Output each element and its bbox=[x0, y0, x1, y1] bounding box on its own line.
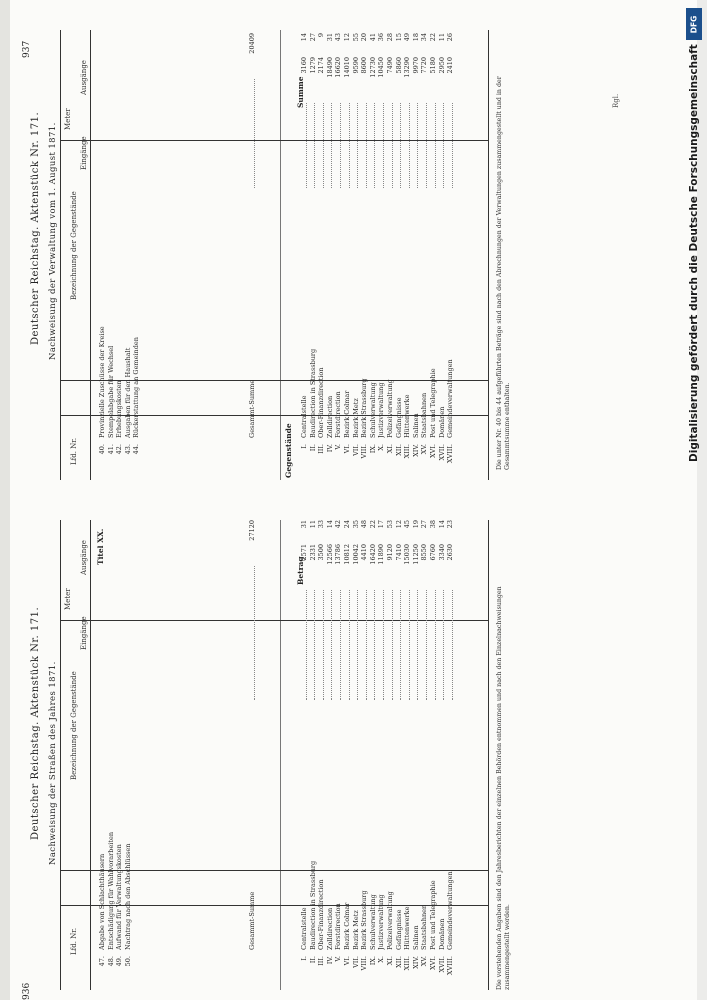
right-summary-value: 20409 bbox=[248, 33, 256, 54]
dfg-logo: DFG bbox=[686, 8, 702, 40]
left-col-header-description: Bezeichnung der Gegenstände bbox=[70, 671, 78, 780]
table-row: V. Forstdirection 13786 42 bbox=[334, 520, 343, 962]
table-row: XVII. Domänen 3340 14 bbox=[437, 520, 446, 973]
table-row: VIII. Bezirk Strassburg 4410 48 bbox=[360, 520, 369, 971]
table-row: XVIII. Gemeindeverwaltungen 2630 23 bbox=[446, 520, 455, 976]
table-row: XIII. Hüttenwerke 15030 45 bbox=[403, 520, 412, 971]
right-col-header-in: Eingänge bbox=[80, 136, 88, 170]
table-row: VII. Bezirk Metz 10042 35 bbox=[351, 520, 360, 968]
table-row: II. Baudirection in Strassburg 1279 27 bbox=[308, 33, 317, 452]
table-row: XV. Staatsbahnen 8550 27 bbox=[420, 520, 429, 967]
section-row: 48. Entschädigung für Wahlvorarbeiten bbox=[106, 831, 115, 967]
left-col-header-in: Eingänge bbox=[80, 616, 88, 650]
table-row: X. Justizverwaltung 11890 17 bbox=[377, 520, 386, 963]
right-page-summe-tag: Summe bbox=[296, 76, 305, 108]
right-summary-label: Gesammt-Summe bbox=[248, 379, 256, 438]
left-page-title-tag: Titel XX. bbox=[96, 528, 105, 565]
right-page-top-rule bbox=[60, 30, 61, 480]
right-page-table bbox=[300, 33, 455, 478]
left-page-number: 936 bbox=[22, 982, 32, 1000]
table-row: XII. Gefängnisse 5860 15 bbox=[394, 33, 403, 456]
table-row: IX. Schulverwaltung 12730 41 bbox=[368, 33, 377, 454]
right-page-section-tag: Gegenstände bbox=[284, 423, 293, 478]
left-col-header-meter: Meter bbox=[64, 588, 72, 610]
table-row: VIII. Bezirk Strassburg 8600 20 bbox=[360, 33, 369, 459]
left-page-header: Deutscher Reichstag. Aktenstück Nr. 171. bbox=[30, 606, 41, 840]
left-summary-value: 27120 bbox=[248, 520, 256, 541]
right-page-bottom-rule bbox=[488, 30, 489, 480]
left-page-sections bbox=[98, 520, 132, 990]
table-row: XV. Staatsbahnen 7720 34 bbox=[420, 33, 429, 455]
table-row: XVI. Post und Telegraphie 5180 22 bbox=[428, 33, 437, 458]
table-row: I. Centralstelle 2571 31 bbox=[300, 520, 308, 961]
table-row: III. Ober-Finanzdirection 2174 9 bbox=[317, 33, 326, 454]
table-row: IV. Zolldirection 18490 31 bbox=[325, 33, 334, 453]
table-row: XVIII. Gemeindeverwaltungen 2410 26 bbox=[446, 33, 455, 464]
section-row: 49. Aufwand für Verwaltungskosten bbox=[115, 844, 124, 967]
dfg-watermark: Digitalisierung gefördert durch die Deutsche Forschungsgemeinschaft bbox=[688, 44, 700, 462]
right-page-summary bbox=[248, 33, 257, 478]
right-page-mid-rule bbox=[280, 30, 281, 480]
table-row: V. Forstdirection 16620 43 bbox=[334, 33, 343, 450]
table-row: IX. Schulverwaltung 16420 22 bbox=[368, 520, 377, 966]
section-row: 40. Provinzielle Zuschüsse der Kreise bbox=[98, 326, 106, 455]
table-row: XVI. Post und Telegraphie 6760 38 bbox=[428, 520, 437, 970]
left-page-head-rule bbox=[90, 520, 91, 990]
section-row: 41. Stempelabgabe für Wechsel bbox=[106, 345, 115, 455]
section-row: 42. Erhebungskosten bbox=[115, 380, 124, 455]
right-page-header: Deutscher Reichstag. Aktenstück Nr. 171. bbox=[30, 111, 41, 345]
margin-stamp: Rgl. bbox=[612, 93, 620, 108]
left-page-footnote: Die vorstehenden Angaben sind den Jahresberichten der einzelnen Behörden entnommen und nach den Einzelnachweisungen zusammengestellt worden. bbox=[496, 586, 511, 990]
left-page-table bbox=[300, 520, 455, 990]
table-row: VII. Bezirk Metz 9590 55 bbox=[351, 33, 360, 456]
table-row: XVII. Domänen 2950 11 bbox=[437, 33, 446, 461]
scan-edge-left bbox=[0, 0, 10, 1000]
section-row: 43. Ausgaben für den Haushalt bbox=[123, 347, 132, 455]
table-row: XII. Gefängnisse 7410 12 bbox=[394, 520, 403, 968]
right-page-head-rule bbox=[90, 30, 91, 480]
table-row: XIV. Salinen 11250 19 bbox=[411, 520, 420, 969]
table-row: II. Baudirection in Strassburg 2331 11 bbox=[308, 520, 317, 964]
right-col-header-meter: Meter bbox=[64, 108, 72, 130]
left-page-subheader: Nachweisung der Straßen des Jahres 1871. bbox=[48, 661, 58, 865]
left-page-mid-rule bbox=[280, 520, 281, 990]
table-row: XI. Polizeiverwaltung 7490 28 bbox=[385, 33, 394, 454]
right-col-header-description: Bezeichnung der Gegenstände bbox=[70, 191, 78, 300]
left-col-header-out: Ausgänge bbox=[80, 540, 88, 575]
table-row: X. Justizverwaltung 10450 36 bbox=[377, 33, 386, 451]
table-row: VI. Bezirk Colmar 14010 12 bbox=[342, 33, 351, 454]
left-page-summary bbox=[248, 520, 257, 990]
table-row: XI. Polizeiverwaltung 9120 53 bbox=[385, 520, 394, 966]
left-col-header-nr: Lfd. Nr. bbox=[70, 927, 78, 955]
right-page-footnote: Die unter Nr. 40 bis 44 aufgeführten Beträge sind nach den Abrechnungen der Verwaltungen zusammengestellt und in der Gesammtsumme enthalten. bbox=[496, 76, 511, 470]
left-page-betrag-tag: Betrag bbox=[296, 556, 305, 585]
left-page-bottom-rule bbox=[488, 520, 489, 990]
right-col-header-out: Ausgänge bbox=[80, 60, 88, 95]
left-page-top-rule bbox=[60, 520, 61, 990]
table-row: III. Ober-Finanzdirection 3500 33 bbox=[317, 520, 326, 966]
right-col-header-nr: Lfd. Nr. bbox=[70, 437, 78, 465]
section-row: 50. Nachtrag nach den Abschlüssen bbox=[123, 843, 132, 967]
right-page-number: 937 bbox=[22, 40, 32, 58]
table-row: VI. Bezirk Colmar 10812 24 bbox=[342, 520, 351, 966]
section-row: 47. Abgabe von Schlachthäusern bbox=[98, 853, 106, 967]
section-row: 44. Rückerstattung an Gemeinden bbox=[132, 337, 141, 455]
right-page-subheader: Nachweisung der Verwaltung vom 1. August 1871. bbox=[48, 122, 58, 360]
table-row: IV. Zolldirection 12566 14 bbox=[325, 520, 334, 965]
table-row: I. Centralstelle 3160 14 bbox=[300, 33, 308, 449]
left-summary-label: Gesammt-Summe bbox=[248, 891, 256, 950]
table-row: XIV. Salinen 9970 18 bbox=[411, 33, 420, 457]
right-page-sections bbox=[98, 33, 141, 478]
table-row: XIII. Hüttenwerke 13290 49 bbox=[403, 33, 412, 459]
